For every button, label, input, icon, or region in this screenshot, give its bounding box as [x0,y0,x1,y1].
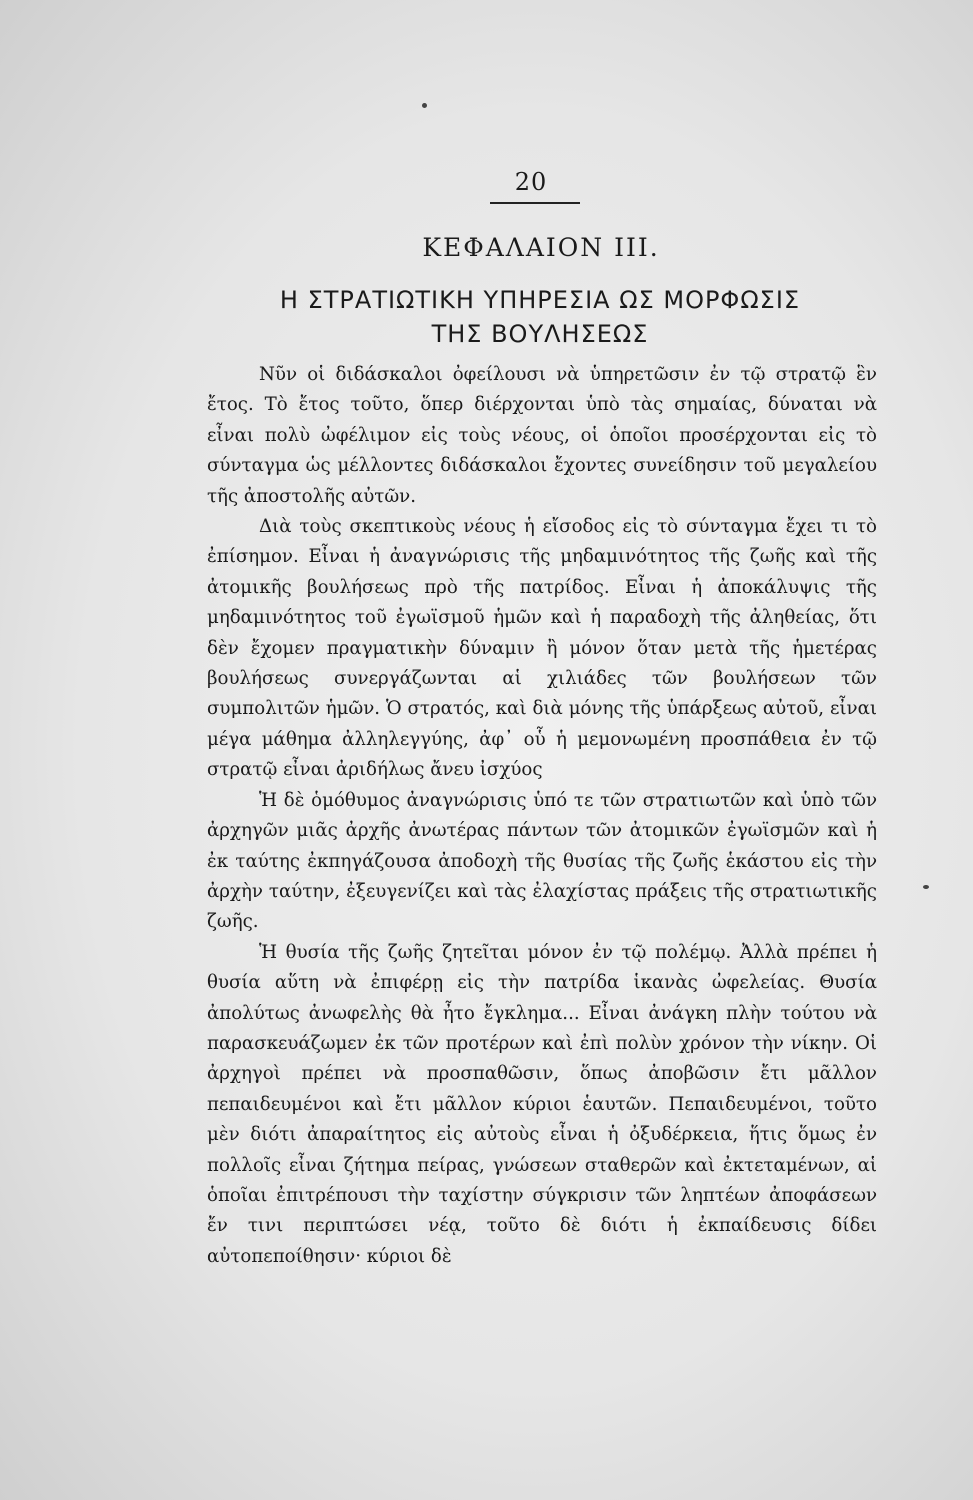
paragraph-4: Ἡ θυσία τῆς ζωῆς ζητεῖται μόνον ἐν τῷ πολέμῳ. Ἀλλὰ πρέπει ἡ θυσία αὕτη νὰ ἐπιφέρῃ εἰς τὴν πατρίδα ἱκανὰς ὠφελείας. Θυσία ἀπολύτως ἀνωφελὴς θὰ ἦτο ἔγκλημα... Εἶναι ἀνάγκη πλὴν τούτου νὰ παρασκευάζωμεν ἐκ τῶν προτέρων καὶ ἐπὶ πολὺν χρόνον τὴν νίκην. Οἱ ἀρχηγοὶ πρέπει νὰ προσπαθῶσιν, ὅπως ἀποβῶσιν ἔτι μᾶλλον πεπαιδευμένοι καὶ ἔτι μᾶλλον κύριοι ἑαυτῶν. Πεπαιδευμένοι, τοῦτο μὲν διότι ἀπαραίτητος εἰς αὐτοὺς εἶναι ἡ ὀξυδέρκεια, ἥτις ὅμως ἐν πολλοῖς εἶναι ζήτημα πείρας, γνώσεων σταθερῶν καὶ ἐκτεταμένων, αἱ ὁποῖαι ἐπιτρέπουσι τὴν ταχίστην σύγκρισιν τῶν ληπτέων ἀποφάσεων ἔν τινι περιπτώσει νέᾳ, τοῦτο δὲ διότι ἡ ἐκπαίδευσις δίδει αὐτοπεποίθησιν· κύριοι δὲ [207,941,877,1267]
paragraph-2: Διὰ τοὺς σκεπτικοὺς νέους ἡ εἴσοδος εἰς τὸ σύνταγμα ἔχει τι τὸ ἐπίσημον. Εἶναι ἡ ἀναγνώρισις τῆς μηδαμινότητος τῆς ζωῆς καὶ τῆς ἀτομικῆς βουλήσεως πρὸ τῆς πατρίδος. Εἶναι ἡ ἀποκάλυψις τῆς μηδαμινότητος τοῦ ἐγωϊσμοῦ ἡμῶν καὶ ἡ παραδοχὴ τῆς ἀληθείας, ὅτι δὲν ἔχομεν πραγματικὴν δύναμιν ἢ μόνον ὅταν μετὰ τῆς ἡμετέρας βουλήσεως συνεργάζωνται αἱ χιλιάδες τῶν βουλήσεων τῶν συμπολιτῶν ἡμῶν. Ὁ στρατός, καὶ διὰ μόνης τῆς ὑπάρξεως αὐτοῦ, εἶναι μέγα μάθημα ἀλληλεγγύης, ἀφ᾽ οὗ ἡ μεμονωμένη προσπάθεια ἐν τῷ στρατῷ εἶναι ἀριδήλως ἄνευ ἰσχύος [207,516,877,781]
paragraph-1: Νῦν οἱ διδάσκαλοι ὀφείλουσι νὰ ὑπηρετῶσιν ἐν τῷ στρατῷ ἓν ἔτος. Τὸ ἔτος τοῦτο, ὅπερ διέρχονται ὑπὸ τὰς σημαίας, δύναται νὰ εἶναι πολὺ ὠφέλιμον εἰς τοὺς νέους, οἱ ὁποῖοι προσέρχονται εἰς τὸ σύνταγμα ὡς μέλλοντες διδάσκαλοι ἔχοντες συνείδησιν τοῦ μεγαλείου τῆς ἀποστολῆς αὐτῶν. [207,364,877,507]
page-number: 20 [514,168,548,196]
print-speck [923,885,929,889]
chapter-title-line-2: ΤΗΣ ΒΟΥΛΗΣΕΩΣ [431,320,649,348]
paragraph-3: Ἡ δὲ ὁμόθυμος ἀναγνώρισις ὑπό τε τῶν στρατιωτῶν καὶ ὑπὸ τῶν ἀρχηγῶν μιᾶς ἀρχῆς ἀνωτέρας πάντων τῶν ἀτομικῶν ἐγωϊσμῶν καὶ ἡ ἐκ ταύτης ἐκπηγάζουσα ἀποδοχὴ τῆς θυσίας τῆς ζωῆς ἑκάστου εἰς τὴν ἀρχὴν ταύτην, ἐξευγενίζει καὶ τὰς ἐλαχίστας πράξεις τῆς στρατιωτικῆς ζωῆς. [207,789,877,933]
print-speck [422,103,427,108]
page-number-rule [490,202,580,204]
body-text [207,360,877,1272]
chapter-heading: ΚΕΦΑΛΑΙΟΝ ΙΙΙ. [422,233,660,262]
chapter-title-line-1: Η ΣΤΡΑΤΙΩΤΙΚΗ ΥΠΗΡΕΣΙΑ ΩΣ ΜΟΡΦΩΣΙΣ [279,286,801,314]
chapter-title [0,283,973,351]
